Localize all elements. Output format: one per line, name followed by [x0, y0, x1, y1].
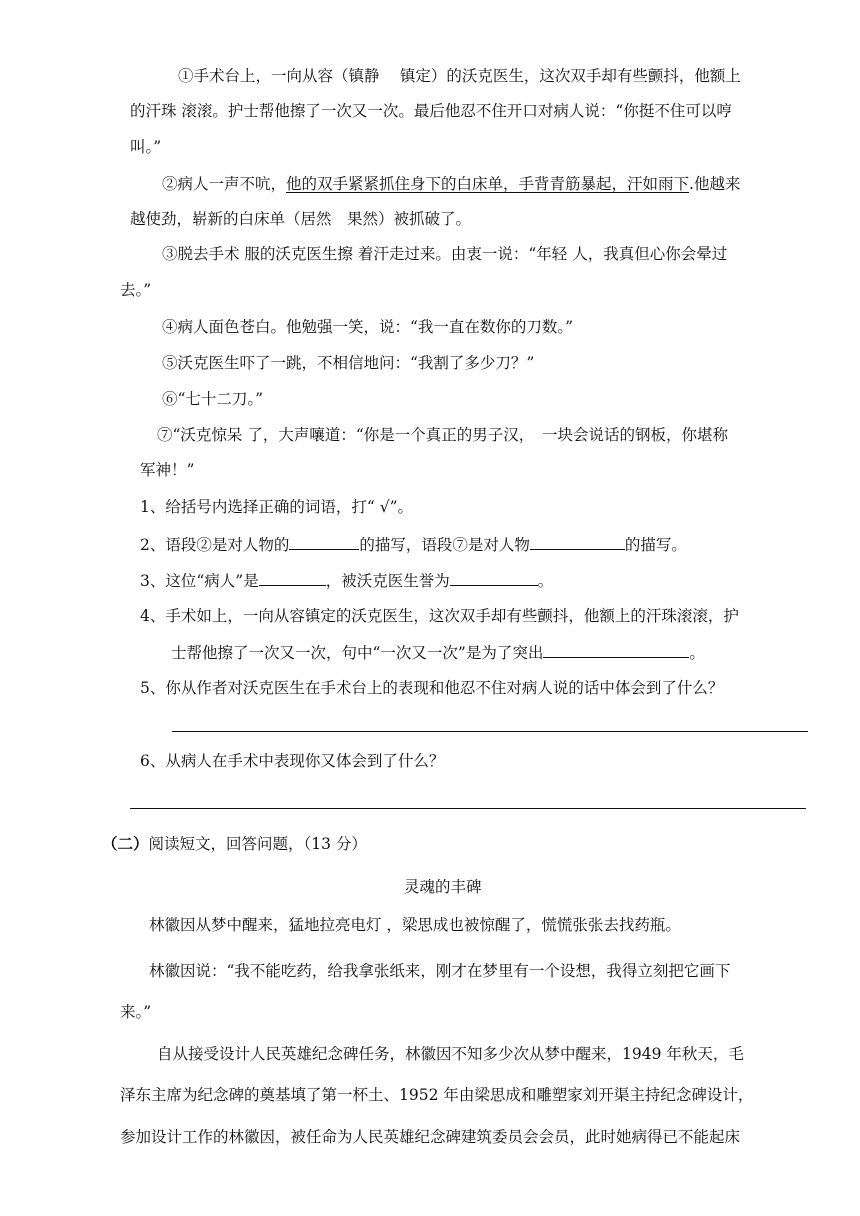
answer-blank[interactable] — [259, 570, 326, 586]
question-2-text: 2、语段②是对人物的 — [140, 536, 290, 554]
answer-blank[interactable] — [450, 570, 538, 586]
question-3-text: 。 — [537, 572, 554, 590]
paragraph-2-text: ②病人一声不吭， — [162, 175, 287, 193]
question-4-text: 士帮他擦了一次又一次，句中“一次又一次”是为了突出 — [171, 644, 544, 662]
answer-blank[interactable] — [543, 642, 689, 658]
answer-line[interactable] — [172, 731, 808, 732]
section-heading — [102, 834, 367, 854]
answer-blank[interactable] — [289, 534, 359, 550]
paragraph-3-line-1: ③脱去手术 服的沃克医生擦 着汗走过来。由衷一说：“年轻 人，我真但心你会晕过 — [162, 245, 728, 263]
paragraph-5: ⑤沃克医生吓了一跳，不相信地问：“我割了多少刀？” — [162, 354, 535, 372]
question-1: 1、给括号内选择正确的词语，打“ √”。 — [140, 498, 414, 516]
section-2-paragraph-3-line-2: 泽东主席为纪念碑的奠基填了第一杯土、1952 年由梁思成和雕塑家刘开渠主持纪念碑设计， — [120, 1086, 754, 1104]
question-2-text: 的描写，语段⑦是对人物 — [359, 536, 530, 554]
question-4-line-2 — [171, 642, 705, 663]
section-number: （二） — [102, 834, 149, 853]
paragraph-1-line-3: 叫。” — [130, 138, 162, 156]
paragraph-1-line-2: 的汗珠 滚滚。护士帮他擦了一次又一次。最后他忍不住开口对病人说：“你挺不住可以哼 — [130, 102, 732, 120]
section-2-paragraph-3-line-3: 参加设计工作的林徽因，被任命为人民英雄纪念碑建筑委员会会员，此时她病得已不能起床 — [120, 1128, 741, 1146]
passage-title: 灵魂的丰碑 — [404, 878, 482, 896]
paragraph-2-text-end: .他越来 — [689, 175, 741, 193]
section-2-paragraph-2-line-2: 来。” — [120, 1003, 152, 1021]
question-4-text: 。 — [689, 644, 705, 662]
question-2 — [140, 534, 687, 555]
question-2-text: 的描写。 — [624, 536, 687, 554]
section-2-paragraph-2-line-1: 林徽因说：“我不能吃药，给我拿张纸来，刚才在梦里有一个设想，我得立刻把它画下 — [149, 962, 731, 980]
paragraph-2-line-1 — [162, 174, 740, 194]
paragraph-1-line-1: ①手术台上，一向从容（镇静 镇定）的沃克医生，这次双手却有些颤抖，他额上 — [178, 67, 741, 85]
section-2-paragraph-3-line-1: 自从接受设计人民英雄纪念碑任务，林徽因不知多少次从梦中醒来，1949 年秋天，毛 — [157, 1045, 744, 1063]
section-instruction: 阅读短文，回答问题，（13 分） — [148, 835, 367, 853]
underlined-sentence: 他的双手紧紧抓住身下的白床单，手背青筋暴起，汗如雨下 — [286, 175, 690, 193]
question-3 — [140, 570, 553, 591]
question-3-text: 3、这位“病人”是 — [140, 572, 259, 590]
paragraph-7-line-1: ⑦“沃克惊呆 了，大声嚷道：“你是一个真正的男子汉， 一块会说话的钢板，你堪称 — [157, 426, 729, 444]
paragraph-2-line-2: 越使劲，崭新的白床单（居然 果然）被抓破了。 — [130, 210, 472, 228]
paragraph-6: ⑥“七十二刀。” — [162, 390, 264, 408]
question-4-line-1: 4、手术如上，一向从容镇定的沃克医生，这次双手却有些颤抖，他额上的汗珠滚滚，护 — [140, 607, 739, 625]
paragraph-7-line-2: 军神！” — [140, 461, 195, 479]
paragraph-3-line-2: 去。” — [120, 281, 152, 299]
answer-line[interactable] — [130, 808, 806, 809]
answer-blank[interactable] — [530, 534, 625, 550]
section-2-paragraph-1: 林徽因从梦中醒来，猛地拉亮电灯 ，梁思成也被惊醒了，慌慌张张去找药瓶。 — [149, 916, 681, 934]
paragraph-4: ④病人面色苍白。他勉强一笑，说：“我一直在数你的刀数。” — [162, 318, 574, 336]
question-6: 6、从病人在手术中表现你又体会到了什么？ — [140, 752, 445, 770]
question-5: 5、你从作者对沃克医生在手术台上的表现和他忍不住对病人说的话中体会到了什么？ — [140, 679, 724, 697]
question-3-text: ，被沃克医生誉为 — [325, 572, 450, 590]
